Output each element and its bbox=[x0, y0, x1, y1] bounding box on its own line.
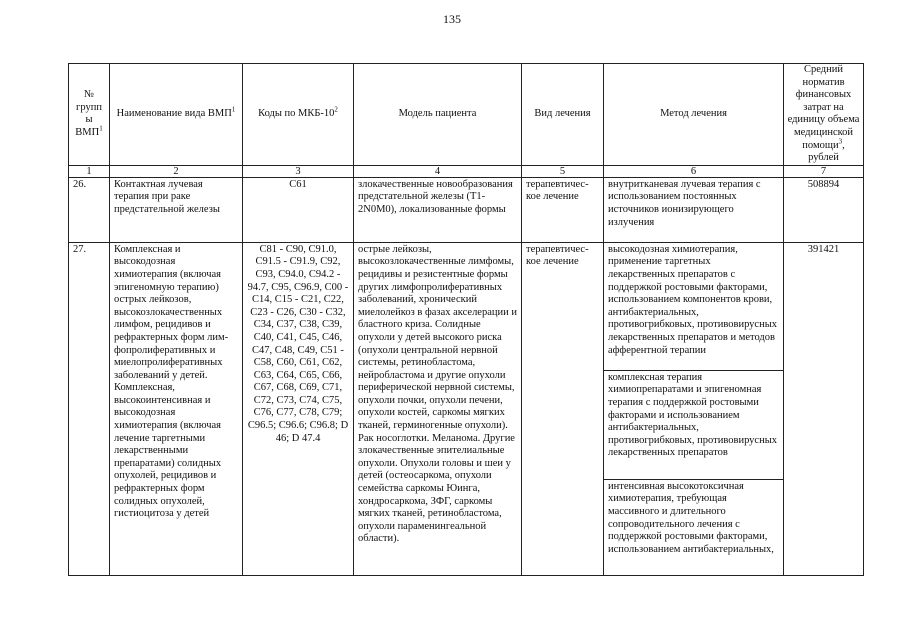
treatment-methods bbox=[604, 242, 784, 575]
header-cost-standard: Средний норматив финансовых затрат на единицу объема медицинской помощи$^3$, рублей bbox=[784, 64, 864, 166]
treatment-method: интенсивная высокотоксичная химиотерапия, требующая массивного и длительного сопроводительного лечения с поддержкой ростовыми факторами, использованием антибактериальных, bbox=[604, 479, 783, 574]
patient-model: острые лейкозы, высокозлокачественные лимфомы, рецидивы и резистентные формы других лимфопролиферативных заболеваний, хронический миелолейкоз в фазах акселерации и бластного криза. Солидные опухоли у детей высокого риска (опухоли центральной нервной системы, ретинобластома, нейробластома и другие опухоли периферической нервной системы, опухоли почки, опухоли печени, опухоли костей, саркомы мягких тканей, герминогенные опухоли). Рак носоглотки. Меланома. Другие злокачественные эпителиальные опухоли. Опухоли головы и шеи у детей (остеосаркома, опухоли семейства саркомы Юинга, хондросаркома, ЗФГ, саркомы мягких тканей, ретинобластома, опухоли параменингеальной области). bbox=[354, 242, 522, 575]
header-patient-model: Модель пациента bbox=[354, 64, 522, 166]
page-number: 135 bbox=[443, 12, 461, 26]
column-number: 2 bbox=[110, 165, 243, 177]
treatment-method: комплексная терапия химиопрепаратами и эпигеномная терапия с поддержкой ростовыми факторами и использованием антибактериальных, противогрибковых, противовирусных лекарственных препаратов bbox=[604, 370, 783, 479]
icd-codes: C81 - C90, C91.0, C91.5 - C91.9, C92, C93, C94.0, C94.2 - 94.7, C95, C96.9, C00 - C14, C15 - C21, C22, C23 - C26, C30 - C32, C34, C37, C38, C39, C40, C41, C45, C46, C47, C48, C49, C51 - C58, C60, C61, C62, C63, C64, C65, C66, C67, C68, C69, C71, C72, C73, C74, C75, C76, C77, C78, C79; C96.5; C96.6; C96.8; D 46; D 47.4 bbox=[243, 242, 354, 575]
column-number: 5 bbox=[522, 165, 604, 177]
group-number: 27. bbox=[69, 242, 110, 575]
column-number: 3 bbox=[243, 165, 354, 177]
patient-model: злокачественные новообразования предстательной железы (T1-2N0M0), локализованные формы bbox=[354, 177, 522, 242]
treatment-method: высокодозная химиотерапия, применение таргетных лекарственных препаратов с поддержкой ростовыми факторами, использованием компонентов крови, антибактериальных, противогрибковых, противовирусных лекарственных препаратов и методов афферентной терапии bbox=[608, 243, 778, 356]
header-vmp-type: Наименование вида ВМП$^1$ bbox=[110, 64, 243, 166]
column-number: 1 bbox=[69, 165, 110, 177]
column-number: 6 bbox=[604, 165, 784, 177]
header-row bbox=[69, 64, 864, 166]
treatment-type: терапевтичес-кое лечение bbox=[522, 177, 604, 242]
vmp-table bbox=[68, 63, 864, 576]
table-row bbox=[69, 177, 864, 242]
icd-codes: C61 bbox=[243, 177, 354, 242]
column-number-row bbox=[69, 165, 864, 177]
treatment-type: терапевтичес-кое лечение bbox=[522, 242, 604, 575]
header-treatment-method: Метод лечения bbox=[604, 64, 784, 166]
cost-standard: 391421 bbox=[784, 242, 864, 575]
header-group-number: № групп ы ВМП$^1$ bbox=[69, 64, 110, 166]
column-number: 7 bbox=[784, 165, 864, 177]
treatment-method: внутритканевая лучевая терапия с использованием постоянных источников ионизирующего излучения bbox=[604, 177, 784, 242]
column-number: 4 bbox=[354, 165, 522, 177]
group-number: 26. bbox=[69, 177, 110, 242]
table-row bbox=[69, 242, 864, 575]
header-icd-codes: Коды по МКБ-$10^2$ bbox=[243, 64, 354, 166]
header-treatment-type: Вид лечения bbox=[522, 64, 604, 166]
vmp-type-name: Контактная лучевая терапия при раке предстательной железы bbox=[110, 177, 243, 242]
vmp-type-name: Комплексная и высокодозная химиотерапия (включая эпигеномную терапию) острых лейкозов, высокозлокачественных лимфом, рецидивов и рефрактерных форм лим-фопролиферативных и миелопролиферативных заболеваний у детей. Комплексная, высокоинтенсивная и высокодозная химиотерапия (включая лечение таргетными лекарственными препаратами) солидных опухолей, рецидивов и рефрактерных форм солидных опухолей, гистиоцитоза у детей bbox=[110, 242, 243, 575]
cost-standard: 508894 bbox=[784, 177, 864, 242]
